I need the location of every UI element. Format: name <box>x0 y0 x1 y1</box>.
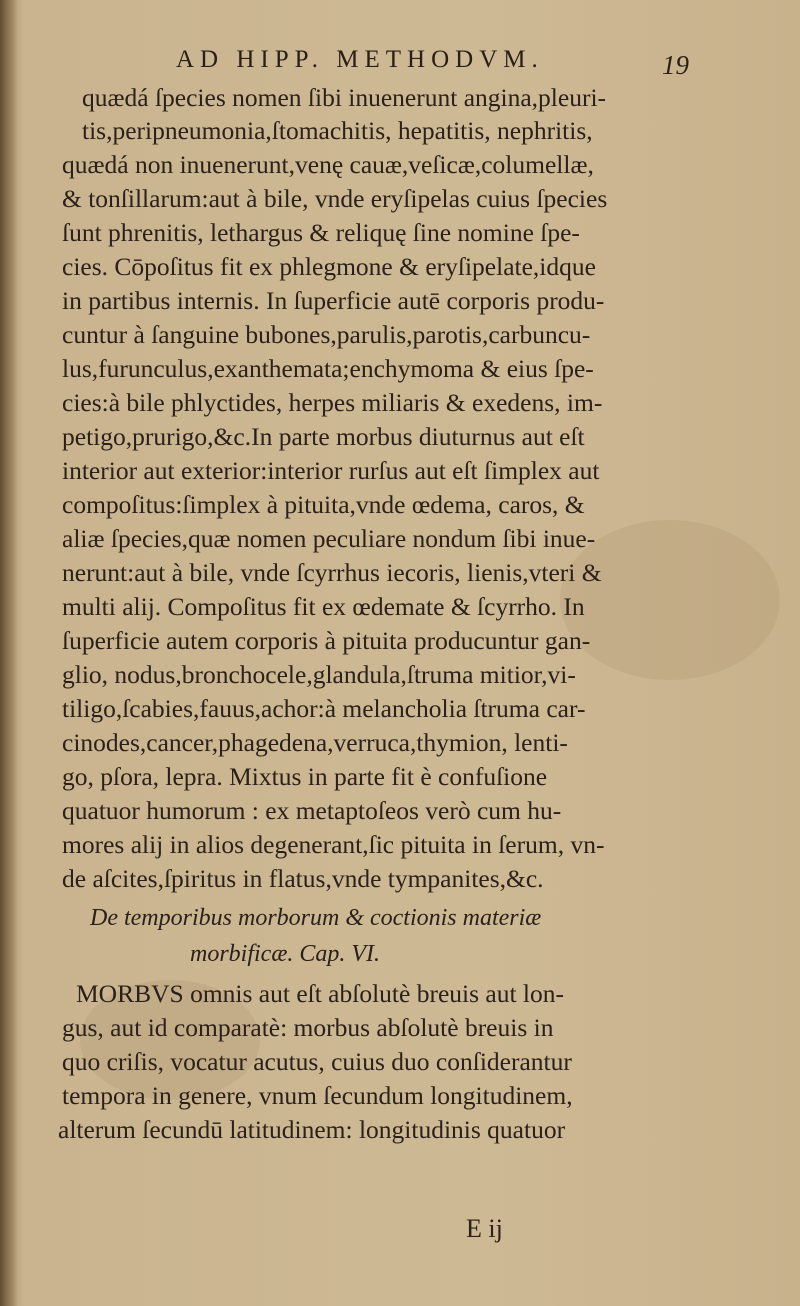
text-line: interior aut exterior:interior rurſus aut eſt ſimplex aut <box>62 456 600 485</box>
text-line: petigo,prurigo,&c.In parte morbus diuturnus aut eſt <box>62 422 585 451</box>
text-line: go, pſora, lepra. Mixtus in parte fit è confuſione <box>62 762 548 791</box>
chapter-heading: De temporibus morborum & coctionis materiæ <box>90 905 542 931</box>
text-line: aliæ ſpecies,quæ nomen peculiare nondum ſibi inue- <box>62 524 596 553</box>
text-line: tis,peripneumonia,ſtomachitis, hepatitis, nephritis, <box>82 116 593 145</box>
page-gutter-shadow <box>0 0 18 1306</box>
text-line: cies. Cōpoſitus fit ex phlegmone & eryſipelate,idque <box>62 252 596 281</box>
text-line: mores alij in alios degenerant,ſic pituita in ſerum, vn- <box>62 830 605 859</box>
text-line: cuntur à ſanguine bubones,parulis,parotis,carbuncu- <box>62 320 591 349</box>
text-line: multi alij. Compoſitus fit ex œdemate & ſcyrrho. In <box>62 592 585 621</box>
text-line: in partibus internis. In ſuperficie autē corporis produ- <box>62 286 605 315</box>
text-line: MORBVS omnis aut eſt abſolutè breuis aut lon- <box>76 979 564 1008</box>
text-line: & tonſillarum:aut à bile, vnde eryſipelas cuius ſpecies <box>62 184 608 213</box>
text-line: nerunt:aut à bile, vnde ſcyrrhus iecoris, lienis,vteri & <box>62 558 602 587</box>
signature-mark: E ij <box>466 1214 503 1243</box>
text-line: ſunt phrenitis, lethargus & reliquę ſine nomine ſpe- <box>62 218 580 247</box>
text-line: quædá non inuenerunt,venę cauæ,veſicæ,columellæ, <box>62 150 594 179</box>
text-line: tiligo,ſcabies,fauus,achor:à melancholia ſtruma car- <box>62 694 586 723</box>
text-line: tempora in genere, vnum ſecundum longitudinem, <box>62 1081 573 1110</box>
text-line: alterum ſecundū latitudinem: longitudinis quatuor <box>58 1115 566 1144</box>
chapter-heading: morbificæ. Cap. VI. <box>190 941 380 967</box>
text-line: de aſcites,ſpiritus in flatus,vnde tympanites,&c. <box>62 864 544 893</box>
text-line: quatuor humorum : ex metaptoſeos verò cum hu- <box>62 796 562 825</box>
text-line: quo criſis, vocatur acutus, cuius duo conſiderantur <box>62 1047 572 1076</box>
text-line: lus,furunculus,exanthemata;enchymoma & eius ſpe- <box>62 354 594 383</box>
text-line: compoſitus:ſimplex à pituita,vnde œdema, caros, & <box>62 490 585 519</box>
text-line: cinodes,cancer,phagedena,verruca,thymion, lenti- <box>62 728 568 757</box>
text-line: quædá ſpecies nomen ſibi inuenerunt angina,pleuri- <box>82 83 607 112</box>
text-line: glio, nodus,bronchocele,glandula,ſtruma mitior,vi- <box>62 660 576 689</box>
page-number: 19 <box>662 50 689 80</box>
text-line: gus, aut id comparatè: morbus abſolutè breuis in <box>62 1013 554 1042</box>
running-head: AD HIPP. METHODVM. <box>176 46 544 73</box>
text-line: ſuperficie autem corporis à pituita producuntur gan- <box>62 626 591 655</box>
text-line: cies:à bile phlyctides, herpes miliaris & exedens, im- <box>62 388 603 417</box>
